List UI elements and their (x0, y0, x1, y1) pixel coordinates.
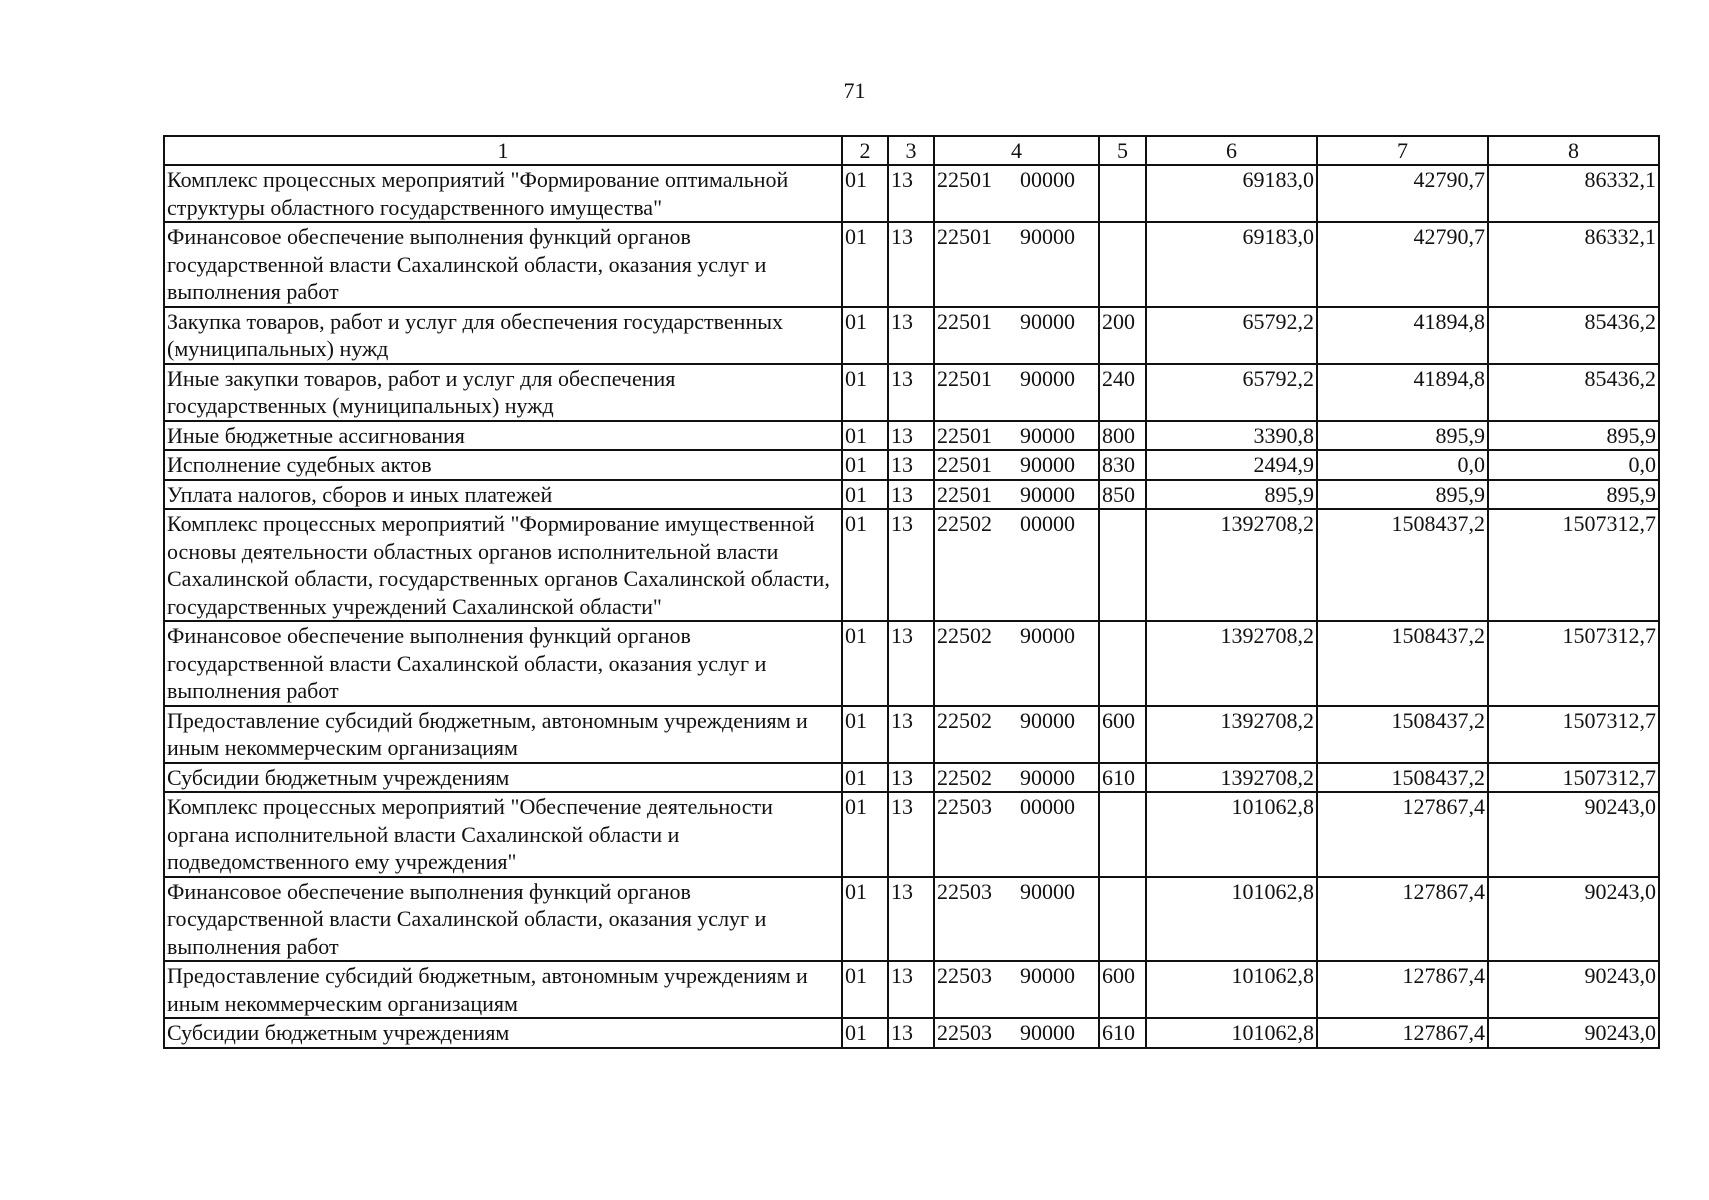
program-code: 22501 (937, 365, 992, 391)
target-article-code (934, 621, 1099, 706)
column-header: 5 (1099, 136, 1146, 165)
amount-col-7: 127867,4 (1317, 877, 1488, 962)
row-name: Исполнение судебных актов (164, 450, 842, 480)
section-code: 01 (842, 792, 888, 877)
direction-code: 90000 (1020, 878, 1075, 904)
row-name: Уплата налогов, сборов и иных платежей (164, 480, 842, 510)
program-code: 22501 (937, 452, 992, 477)
row-name: Предоставление субсидий бюджетным, автономным учреждениям и иным некоммерческим организациям (164, 961, 842, 1018)
subsection-code: 13 (888, 480, 934, 510)
amount-col-8: 895,9 (1488, 421, 1659, 451)
section-code: 01 (842, 421, 888, 451)
direction-code: 90000 (1020, 764, 1075, 790)
expense-type-code (1099, 792, 1146, 877)
direction-code: 90000 (1020, 623, 1075, 648)
section-code: 01 (842, 307, 888, 364)
amount-col-6: 1392708,2 (1146, 509, 1317, 621)
subsection-code: 13 (888, 961, 934, 1018)
amount-col-8: 895,9 (1488, 480, 1659, 510)
amount-col-8: 1507312,7 (1488, 706, 1659, 763)
direction-code: 00000 (1020, 794, 1075, 819)
subsection-code: 13 (888, 450, 934, 480)
target-article-code (934, 480, 1099, 510)
expense-type-code: 850 (1099, 480, 1146, 510)
column-header: 7 (1317, 136, 1488, 165)
amount-col-7: 1508437,2 (1317, 509, 1488, 621)
subsection-code: 13 (888, 165, 934, 222)
section-code: 01 (842, 222, 888, 307)
table-row (164, 421, 1659, 451)
target-article-code (934, 165, 1099, 222)
amount-col-8: 90243,0 (1488, 792, 1659, 877)
amount-col-6: 69183,0 (1146, 222, 1317, 307)
subsection-code: 13 (888, 792, 934, 877)
program-code: 22502 (937, 707, 992, 733)
row-name: Предоставление субсидий бюджетным, автономным учреждениям и иным некоммерческим организациям (164, 706, 842, 763)
amount-col-7: 1508437,2 (1317, 621, 1488, 706)
direction-code: 90000 (1020, 224, 1075, 249)
expense-type-code: 600 (1099, 961, 1146, 1018)
program-code: 22503 (937, 1020, 992, 1045)
table-row (164, 480, 1659, 510)
amount-col-6: 101062,8 (1146, 1018, 1317, 1048)
program-code: 22502 (937, 764, 992, 790)
amount-col-7: 127867,4 (1317, 961, 1488, 1018)
amount-col-7: 1508437,2 (1317, 706, 1488, 763)
table-row (164, 621, 1659, 706)
direction-code: 90000 (1020, 452, 1075, 477)
amount-col-6: 69183,0 (1146, 165, 1317, 222)
target-article-code (934, 1018, 1099, 1048)
section-code: 01 (842, 509, 888, 621)
amount-col-7: 42790,7 (1317, 165, 1488, 222)
target-article-code (934, 792, 1099, 877)
expense-type-code (1099, 877, 1146, 962)
amount-col-8: 90243,0 (1488, 961, 1659, 1018)
table-row (164, 961, 1659, 1018)
row-name: Комплекс процессных мероприятий "Формирование оптимальной структуры областного государственного имущества" (164, 165, 842, 222)
budget-table (163, 135, 1660, 1049)
expense-type-code: 800 (1099, 421, 1146, 451)
row-name: Комплекс процессных мероприятий "Обеспечение деятельности органа исполнительной власти Сахалинской области и подведомственного ему учреждения" (164, 792, 842, 877)
target-article-code (934, 307, 1099, 364)
column-header: 6 (1146, 136, 1317, 165)
amount-col-8: 1507312,7 (1488, 509, 1659, 621)
row-name: Иные закупки товаров, работ и услуг для обеспечения государственных (муниципальных) нужд (164, 364, 842, 421)
direction-code: 00000 (1020, 167, 1075, 192)
target-article-code (934, 706, 1099, 763)
expense-type-code: 610 (1099, 763, 1146, 793)
amount-col-7: 0,0 (1317, 450, 1488, 480)
program-code: 22501 (937, 167, 992, 192)
section-code: 01 (842, 1018, 888, 1048)
column-header: 2 (842, 136, 888, 165)
amount-col-7: 895,9 (1317, 421, 1488, 451)
direction-code: 90000 (1020, 1020, 1075, 1045)
amount-col-8: 86332,1 (1488, 165, 1659, 222)
direction-code: 90000 (1020, 422, 1075, 448)
table-row (164, 450, 1659, 480)
expense-type-code: 830 (1099, 450, 1146, 480)
amount-col-8: 85436,2 (1488, 364, 1659, 421)
amount-col-8: 0,0 (1488, 450, 1659, 480)
section-code: 01 (842, 364, 888, 421)
amount-col-8: 1507312,7 (1488, 621, 1659, 706)
direction-code: 90000 (1020, 481, 1075, 507)
program-code: 22501 (937, 224, 992, 249)
expense-type-code: 610 (1099, 1018, 1146, 1048)
program-code: 22501 (937, 481, 992, 507)
table-row (164, 364, 1659, 421)
program-code: 22502 (937, 511, 992, 536)
program-code: 22501 (937, 308, 992, 334)
target-article-code (934, 421, 1099, 451)
amount-col-6: 101062,8 (1146, 961, 1317, 1018)
program-code: 22503 (937, 794, 992, 819)
amount-col-7: 895,9 (1317, 480, 1488, 510)
amount-col-6: 65792,2 (1146, 307, 1317, 364)
program-code: 22502 (937, 623, 992, 648)
table-row (164, 165, 1659, 222)
amount-col-6: 1392708,2 (1146, 621, 1317, 706)
page-number: 71 (843, 78, 866, 103)
target-article-code (934, 961, 1099, 1018)
direction-code: 90000 (1020, 707, 1075, 733)
row-name: Финансовое обеспечение выполнения функций органов государственной власти Сахалинской области, оказания услуг и выполнения работ (164, 621, 842, 706)
expense-type-code (1099, 621, 1146, 706)
target-article-code (934, 509, 1099, 621)
section-code: 01 (842, 877, 888, 962)
target-article-code (934, 877, 1099, 962)
amount-col-6: 2494,9 (1146, 450, 1317, 480)
subsection-code: 13 (888, 763, 934, 793)
amount-col-7: 1508437,2 (1317, 763, 1488, 793)
section-code: 01 (842, 450, 888, 480)
table-row (164, 792, 1659, 877)
row-name: Финансовое обеспечение выполнения функций органов государственной власти Сахалинской области, оказания услуг и выполнения работ (164, 877, 842, 962)
direction-code: 90000 (1020, 365, 1075, 391)
amount-col-8: 90243,0 (1488, 877, 1659, 962)
amount-col-8: 90243,0 (1488, 1018, 1659, 1048)
subsection-code: 13 (888, 509, 934, 621)
expense-type-code: 240 (1099, 364, 1146, 421)
section-code: 01 (842, 480, 888, 510)
program-code: 22503 (937, 878, 992, 904)
column-header-row (164, 136, 1659, 165)
subsection-code: 13 (888, 307, 934, 364)
subsection-code: 13 (888, 621, 934, 706)
row-name: Комплекс процессных мероприятий "Формирование имущественной основы деятельности областных органов исполнительной власти Сахалинской области, государственных органов Сахалинской области, государственных учреждений Сахалинской области" (164, 509, 842, 621)
expense-type-code (1099, 509, 1146, 621)
row-name: Субсидии бюджетным учреждениям (164, 1018, 842, 1048)
direction-code: 00000 (1020, 511, 1075, 536)
expense-type-code: 600 (1099, 706, 1146, 763)
amount-col-6: 101062,8 (1146, 792, 1317, 877)
amount-col-8: 1507312,7 (1488, 763, 1659, 793)
direction-code: 90000 (1020, 963, 1075, 988)
expense-type-code: 200 (1099, 307, 1146, 364)
amount-col-6: 65792,2 (1146, 364, 1317, 421)
amount-col-8: 85436,2 (1488, 307, 1659, 364)
amount-col-7: 41894,8 (1317, 307, 1488, 364)
amount-col-6: 1392708,2 (1146, 763, 1317, 793)
table-row (164, 1018, 1659, 1048)
table-row (164, 222, 1659, 307)
amount-col-6: 1392708,2 (1146, 706, 1317, 763)
expense-type-code (1099, 165, 1146, 222)
table-row (164, 763, 1659, 793)
column-header: 8 (1488, 136, 1659, 165)
target-article-code (934, 450, 1099, 480)
table-row (164, 509, 1659, 621)
subsection-code: 13 (888, 877, 934, 962)
section-code: 01 (842, 706, 888, 763)
subsection-code: 13 (888, 222, 934, 307)
amount-col-6: 101062,8 (1146, 877, 1317, 962)
direction-code: 90000 (1020, 308, 1075, 334)
amount-col-8: 86332,1 (1488, 222, 1659, 307)
row-name: Закупка товаров, работ и услуг для обеспечения государственных (муниципальных) нужд (164, 307, 842, 364)
amount-col-7: 127867,4 (1317, 1018, 1488, 1048)
amount-col-6: 3390,8 (1146, 421, 1317, 451)
target-article-code (934, 763, 1099, 793)
expense-type-code (1099, 222, 1146, 307)
row-name: Субсидии бюджетным учреждениям (164, 763, 842, 793)
program-code: 22503 (937, 963, 992, 988)
table-row (164, 307, 1659, 364)
subsection-code: 13 (888, 364, 934, 421)
subsection-code: 13 (888, 706, 934, 763)
table-row (164, 877, 1659, 962)
row-name: Иные бюджетные ассигнования (164, 421, 842, 451)
amount-col-7: 42790,7 (1317, 222, 1488, 307)
table-row (164, 706, 1659, 763)
row-name: Финансовое обеспечение выполнения функций органов государственной власти Сахалинской области, оказания услуг и выполнения работ (164, 222, 842, 307)
amount-col-7: 41894,8 (1317, 364, 1488, 421)
subsection-code: 13 (888, 421, 934, 451)
subsection-code: 13 (888, 1018, 934, 1048)
target-article-code (934, 222, 1099, 307)
section-code: 01 (842, 961, 888, 1018)
amount-col-6: 895,9 (1146, 480, 1317, 510)
column-header: 4 (934, 136, 1099, 165)
column-header: 3 (888, 136, 934, 165)
section-code: 01 (842, 621, 888, 706)
section-code: 01 (842, 763, 888, 793)
section-code: 01 (842, 165, 888, 222)
column-header: 1 (164, 136, 842, 165)
program-code: 22501 (937, 422, 992, 448)
amount-col-7: 127867,4 (1317, 792, 1488, 877)
target-article-code (934, 364, 1099, 421)
